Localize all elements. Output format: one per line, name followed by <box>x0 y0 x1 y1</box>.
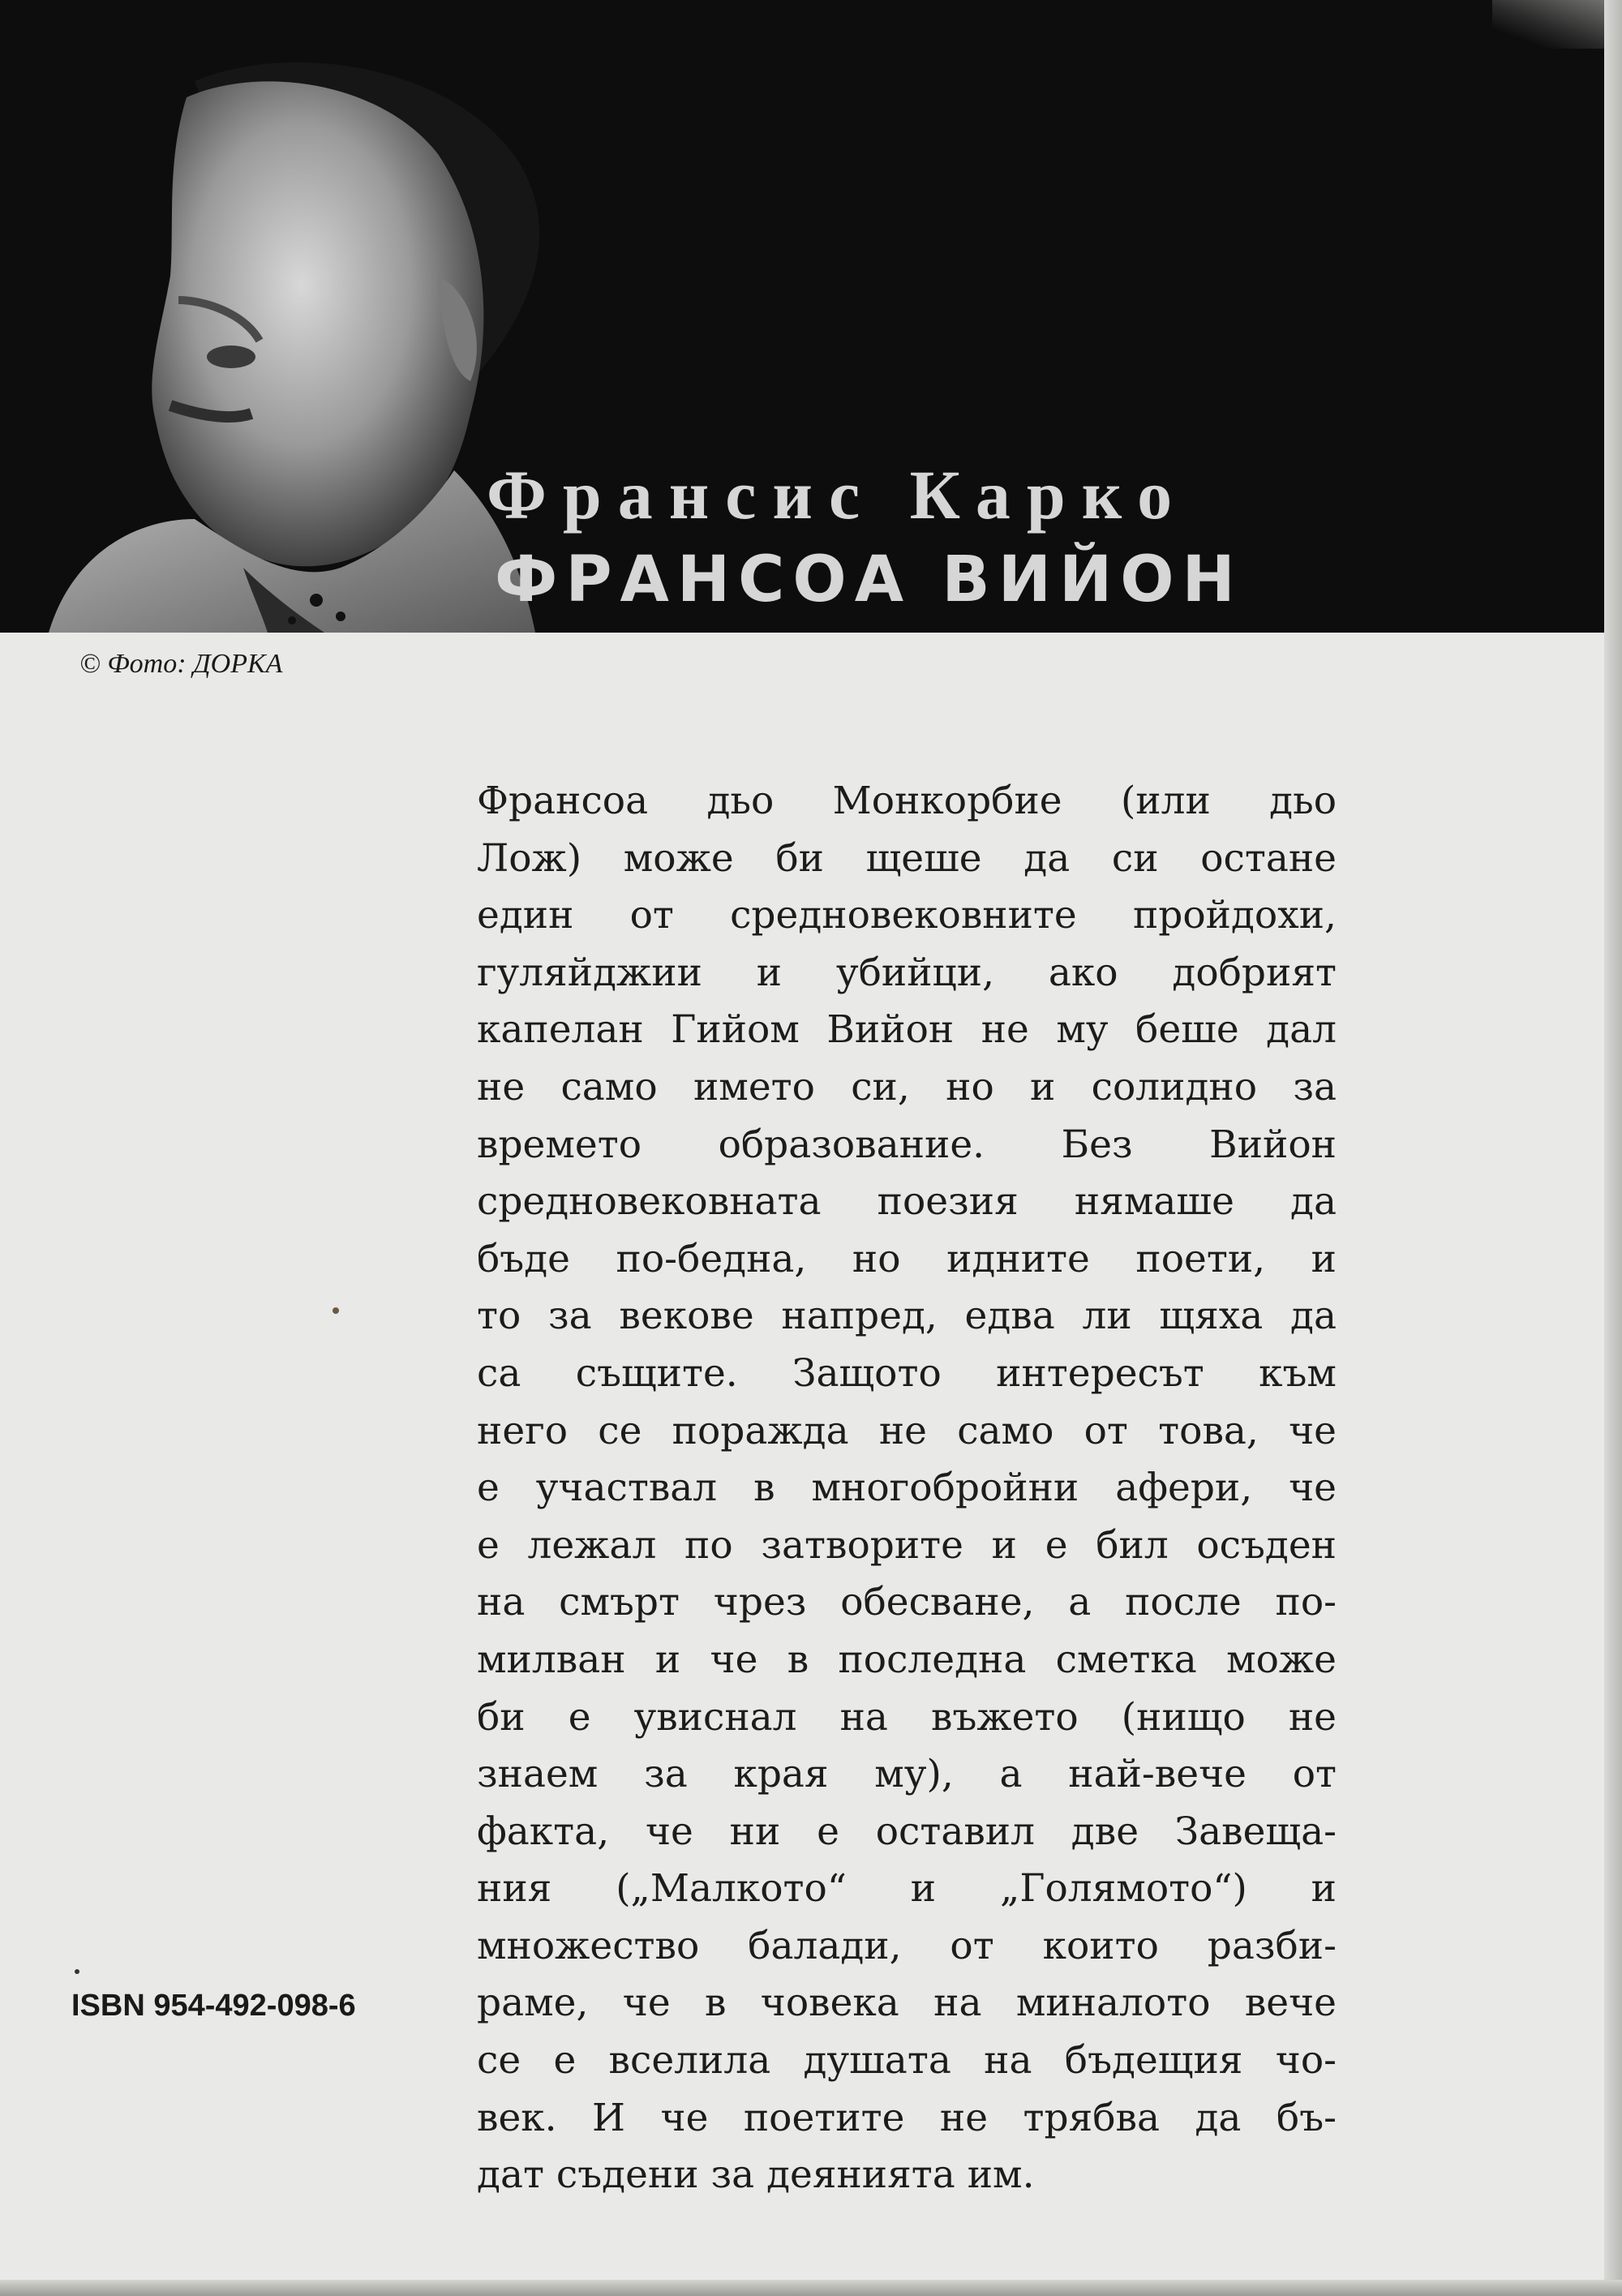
cover-edge-bottom <box>0 2280 1622 2296</box>
author-portrait-photo <box>0 32 584 633</box>
isbn-number: ISBN 954-492-098-6 <box>71 1989 356 2023</box>
blurb-line: него се поражда не само от това, че <box>477 1408 1337 1453</box>
blurb-line: времето образование. Без Вийон <box>477 1122 1337 1167</box>
paper-speck <box>333 1307 339 1314</box>
paper-speck <box>75 1969 79 1974</box>
blurb-line: средновековната поезия нямаше да <box>477 1179 1337 1225</box>
blurb-line: гуляйджии и убийци, ако добрият <box>477 950 1337 995</box>
blurb-line: е участвал в многобройни афери, че <box>477 1466 1337 1511</box>
photo-credit: © Фото: ДОРКА <box>79 649 283 679</box>
worn-corner <box>1492 0 1622 49</box>
blurb-line: множество балади, от които разби- <box>477 1923 1337 1968</box>
blurb-line: милван и че в последна сметка може <box>477 1637 1337 1682</box>
blurb-line: раме, че в човека на миналото вече <box>477 1981 1337 2026</box>
blurb-line: се е вселила душата на бъдещия чо- <box>477 2038 1337 2084</box>
blurb-line: ния („Малкото“ и „Голямото“) и <box>477 1866 1337 1912</box>
blurb-line: е лежал по затворите и е бил осъден <box>477 1522 1337 1568</box>
blurb-line: знаем за края му), а най-вече от <box>477 1752 1337 1797</box>
blurb-line: бъде по-бедна, но идните поети, и <box>477 1236 1337 1281</box>
blurb-line: на смърт чрез обесване, а после по- <box>477 1580 1337 1625</box>
blurb-line: то за векове напред, едва ли щяха да <box>477 1294 1337 1339</box>
blurb-line: дат съдени за деянията им. <box>477 2152 1035 2198</box>
blurb-line: век. И че поетите не трябва да бъ- <box>477 2095 1337 2140</box>
blurb-line: един от средновековните пройдохи, <box>477 893 1337 938</box>
blurb-line: са същите. Защото интересът към <box>477 1350 1337 1396</box>
blurb-line: не само името си, но и солидно за <box>477 1064 1337 1109</box>
blurb-line: би е увиснал на въжето (нищо не <box>477 1694 1337 1740</box>
book-title: ФРАНСОА ВИЙОН <box>495 543 1243 616</box>
author-name: Франсис Карко <box>487 456 1189 534</box>
blurb-text <box>477 773 1337 2204</box>
blurb-line: Лож) може би щеше да си остане <box>477 835 1337 881</box>
blurb-line: Франсоа дьо Монкорбие (или дьо <box>477 779 1337 823</box>
blurb-line: капелан Гийом Вийон не му беше дал <box>477 1007 1337 1053</box>
cover-edge-right <box>1604 0 1622 2296</box>
header-band <box>0 0 1622 633</box>
blurb-line: факта, че ни е оставил две Завеща- <box>477 1809 1337 1854</box>
